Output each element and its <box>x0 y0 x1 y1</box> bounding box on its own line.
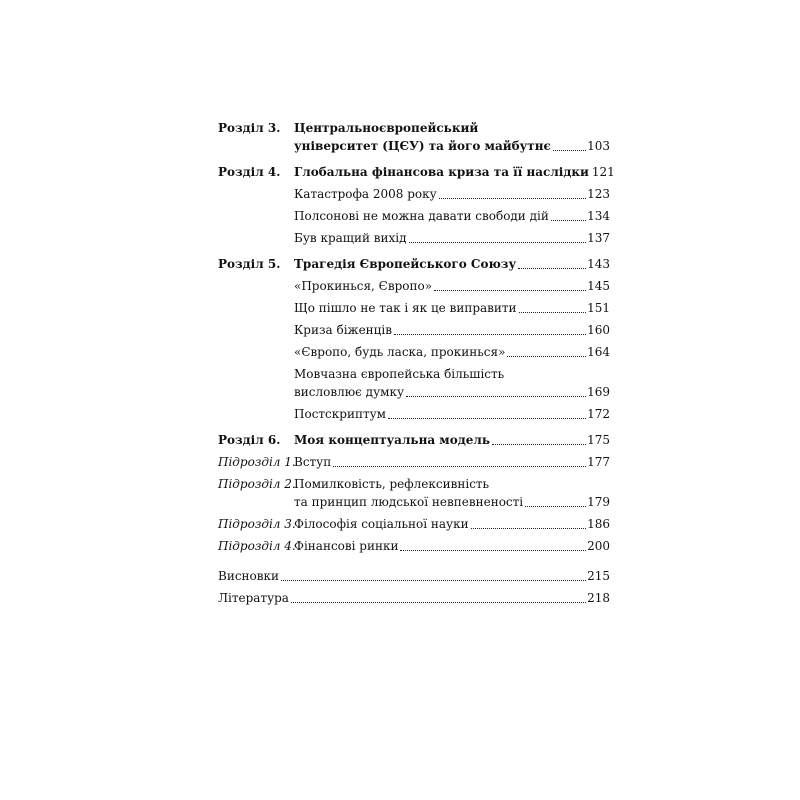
chapter-title: університет (ЦЄУ) та його майбутнє <box>294 139 551 153</box>
dot-leader <box>388 418 586 419</box>
entry-title: Вступ <box>294 455 332 469</box>
dot-leader <box>409 242 587 243</box>
entry-title: Постскриптум <box>294 407 386 421</box>
entry-title: Був кращий вихід <box>294 231 407 245</box>
chapter-title: Глобальна фінансова криза та її наслідки <box>294 165 589 179</box>
toc-entry <box>218 365 610 401</box>
table-of-contents <box>218 119 615 611</box>
chapter-title: Трагедія Європейського Союзу <box>294 257 517 271</box>
toc-subsection-3 <box>218 515 610 533</box>
chapter-label: Розділ 3. <box>218 121 281 135</box>
toc-entry <box>218 277 610 295</box>
toc-entry <box>218 185 610 203</box>
page-number: 172 <box>587 407 610 421</box>
page-number: 160 <box>587 323 610 337</box>
entry-title: Фінансові ринки <box>294 539 399 553</box>
entry-title: Що пішло не так і як це виправити <box>294 301 517 315</box>
page-number: 177 <box>587 455 610 469</box>
page-number: 123 <box>587 187 610 201</box>
entry-title: Висновки <box>218 569 280 583</box>
entry-title: Полсонові не можна давати свободи дій <box>294 209 549 223</box>
dot-leader <box>333 466 586 467</box>
dot-leader <box>394 334 586 335</box>
page-number: 164 <box>587 345 610 359</box>
toc-entry <box>218 299 610 317</box>
entry-title: «Європо, будь ласка, прокинься» <box>294 345 506 359</box>
toc-chapter-4 <box>218 163 615 181</box>
dot-leader <box>281 580 586 581</box>
dot-leader <box>518 268 586 269</box>
entry-title: та принцип людської невпевненості <box>294 495 524 509</box>
dot-leader <box>519 312 587 313</box>
toc-entry <box>218 343 610 361</box>
chapter-label: Розділ 5. <box>218 257 281 271</box>
page-number: 103 <box>587 139 610 153</box>
chapter-title: Моя концептуальна модель <box>294 433 490 447</box>
entry-title: Література <box>218 591 289 605</box>
dot-leader <box>434 290 586 291</box>
entry-title-line1: Мовчазна європейська більшість <box>294 367 505 381</box>
chapter-label: Розділ 6. <box>218 433 281 447</box>
chapter-label: Розділ 4. <box>218 165 281 179</box>
subsection-label: Підрозділ 3. <box>218 517 296 531</box>
page-number: 143 <box>587 257 610 271</box>
page-number: 215 <box>587 569 610 583</box>
toc-subsection-1 <box>218 453 610 471</box>
page-number: 151 <box>587 301 610 315</box>
toc-subsection-2 <box>218 475 610 511</box>
dot-leader <box>439 198 586 199</box>
page-number: 179 <box>587 495 610 509</box>
dot-leader <box>291 602 586 603</box>
page-number: 134 <box>587 209 610 223</box>
dot-leader <box>400 550 586 551</box>
toc-entry <box>218 229 610 247</box>
toc-literature <box>218 589 610 607</box>
dot-leader <box>553 150 586 151</box>
subsection-label: Підрозділ 4. <box>218 539 296 553</box>
dot-leader <box>492 444 586 445</box>
subsection-label: Підрозділ 1. <box>218 455 296 469</box>
toc-conclusions <box>218 567 610 585</box>
entry-title: висловлює думку <box>294 385 405 399</box>
subsection-label: Підрозділ 2. <box>218 477 296 491</box>
entry-title: Філософія соціальної науки <box>294 517 469 531</box>
toc-chapter-3 <box>218 119 610 155</box>
dot-leader <box>471 528 586 529</box>
dot-leader <box>406 396 586 397</box>
page-number: 186 <box>587 517 610 531</box>
entry-title-line1: Помилковість, рефлексивність <box>294 477 490 491</box>
dot-leader <box>525 506 586 507</box>
page-number: 169 <box>587 385 610 399</box>
page-number: 121 <box>591 165 615 179</box>
page-number: 218 <box>587 591 610 605</box>
toc-entry <box>218 405 610 423</box>
entry-title: Катастрофа 2008 року <box>294 187 437 201</box>
page-number: 200 <box>587 539 610 553</box>
toc-entry <box>218 321 610 339</box>
page-number: 145 <box>587 279 610 293</box>
dot-leader <box>507 356 586 357</box>
toc-chapter-6 <box>218 431 610 449</box>
page-number: 137 <box>587 231 610 245</box>
toc-chapter-5 <box>218 255 610 273</box>
toc-entry <box>218 207 610 225</box>
entry-title: Криза біженців <box>294 323 392 337</box>
chapter-title-line1: Центральноєвропейський <box>294 121 479 135</box>
toc-subsection-4 <box>218 537 610 555</box>
page-number: 175 <box>587 433 610 447</box>
entry-title: «Прокинься, Європо» <box>294 279 433 293</box>
dot-leader <box>551 220 586 221</box>
